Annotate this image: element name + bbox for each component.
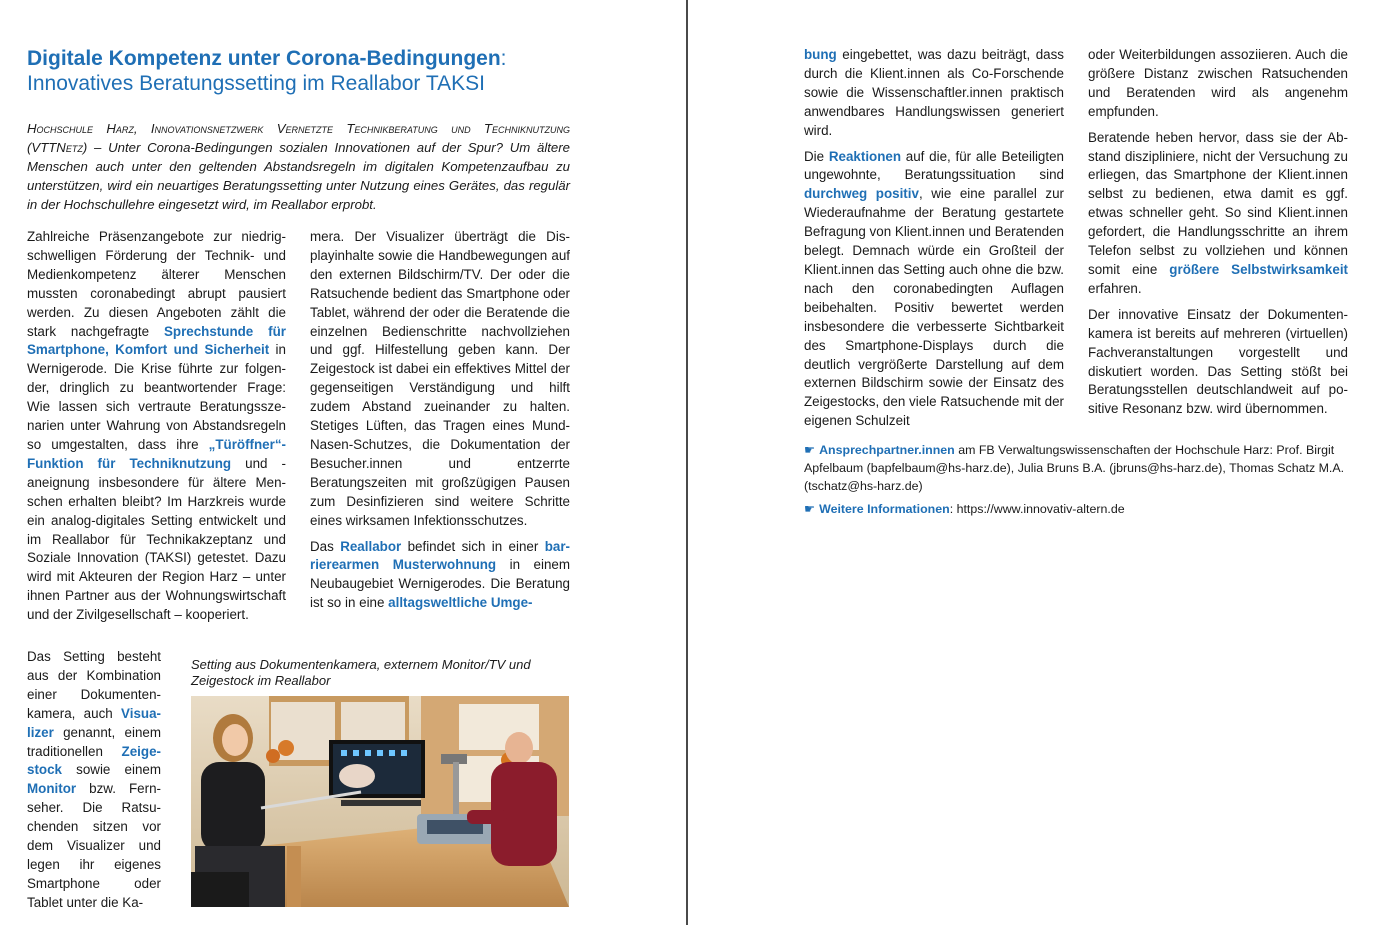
text-run: befindet sich in einer <box>401 538 545 554</box>
paragraph: Der innovative Einsatz der Dokumentenkamera ist bereits auf mehreren (virtuellen) Fachveranstaltungen vorgestellt und diskutiert worden. Das Setting stößt bei Beratungsstellen deutschlandweit auf positive Resonanz bzw. wird übernommen. <box>1088 306 1348 417</box>
highlight-selbstwirksamkeit: größere Selbstwirksamkeit <box>1169 261 1348 277</box>
pointing-hand-icon: ☛ <box>804 443 816 457</box>
text-run: eingebettet, was dazu beiträgt, dass durch die Klient.innen als Co-Forschende sowie die Wissenschaftler.innen praktisch anwendbares Handlungswissen generiert wird. <box>804 47 1064 138</box>
text-run: Die <box>804 148 829 164</box>
text-run: in einem Neubaugebiet Wernigerodes. Die Beratung ist so in eine <box>310 557 571 611</box>
text-run: Das <box>310 538 341 554</box>
highlight-visualizer: Visualizer <box>27 705 161 740</box>
highlight-monitor: Monitor <box>27 781 77 797</box>
text-run: und -aneignung insbesondere für ältere Menschen erhalten bleibt? Im Harzkreis wurde ein analog-digitales Setting entwickelt und im Reallabor für Technikakzeptanz und Soziale Innovation (TAKSI) getestet. Dazu wird mit Akteuren der Region Harz – unter ihnen Partner aus der Wohnungswirtschaft und der Zivilgesellschaft – kooperiert. <box>27 455 286 623</box>
text-column-4 <box>1088 46 1348 426</box>
highlight-reaktionen: Reaktionen <box>828 148 902 164</box>
highlight-durchweg-positiv: durchweg positiv <box>804 186 919 202</box>
text-run: Das Setting besteht aus der Kombination einer Dokumentenkamera, auch <box>27 649 161 721</box>
text-column-3 <box>804 46 1064 438</box>
contact-block <box>804 441 1348 523</box>
paragraph <box>804 46 1064 141</box>
paragraph: mera. Der Visualizer überträgt die Displayinhalte sowie die Handbewegungen auf den externen Bildschirm/TV. Der oder die Ratsuchende bedient das Smartphone oder Tablet, während der oder die Beratende die einzelnen Bedienschritte nachvollziehen und ggf. Hilfestellung geben kann. Der Zeigestock ist dabei ein effektives Mittel der gegenseitigen Verständigung und hilft zudem Abstand zueinander zu halten. Stetiges Lüften, das Tragen eines Mund-Nasen-Schutzes, die Dokumentation der Besucher.innen und entzerrte Beratungszeiten mit großzügigen Pausen zum Desinfizieren sind weitere Schritte eines wirksamen Infektionsschutzes. <box>310 229 570 528</box>
photo-caption: Setting aus Dokumentenkamera, externem Monitor/TV und Zeigestock im Reallabor <box>191 657 531 688</box>
paragraph <box>27 228 286 625</box>
text-column-2 <box>310 228 570 620</box>
text-run: in Wernigerode. Die Krise führte zur folgender, dringlich zu beantwortender Frage: Wie lassen sich vertraute Beratungsszenarien unter Wahrung von Abstandsregeln so umgestalten, dass ihre <box>27 342 286 452</box>
intro-text: – Unter Corona-Bedingungen sozialen Innovationen auf der Spur? Um ältere Menschen auch unter den geltenden Abstandsregeln im digitalen Kompetenzaufbau zu unterstützen, wird ein neuartiges Beratungssetting unter Nutzung eines Gerätes, das regulär in der Hochschullehre eingesetzt wird, im Reallabor erprobt. <box>27 140 570 212</box>
right-page <box>688 0 1379 925</box>
contact-label: Ansprechpartner.innen <box>819 443 955 457</box>
paragraph: oder Weiterbildungen assoziieren. Auch die größere Distanz zwischen Ratsuchenden und Beratenden wird als angenehm empfunden. <box>1088 47 1348 119</box>
title-main: Digitale Kompetenz unter Corona-Bedingungen <box>27 47 501 70</box>
highlight-reallabor: Reallabor <box>340 538 402 554</box>
more-info-link[interactable]: : https://www.innovativ-altern.de <box>949 502 1125 516</box>
text-column-1-lower <box>27 648 161 920</box>
more-info <box>804 500 1348 518</box>
intro-organization: Hochschule Harz, Innovationsnetzwerk Vernetzte Technikberatung und Techniknutzung (VTTNetz) <box>27 121 570 155</box>
photo-illustration <box>191 696 569 907</box>
text-run: bzw. Fernseher. Die Ratsuchenden sitzen vor dem Visualizer und legen ihr eigenes Smartphone oder Tablet unter die Ka- <box>27 781 161 910</box>
intro-paragraph <box>27 119 570 214</box>
more-info-label: Weitere Informationen <box>819 502 950 516</box>
text-run: , wie eine parallel zur Wiederaufnahme der Beratung gestartete Befragung von Klient.innen und Beratenden belegt. Demnach würde ein Großteil der Klient.innen das Setting auch ohne die bzw. nach den coronabedingten Auflagen beibehalten. Positiv bewertet werden insbesondere die verbesserte Sichtbarkeit des Smartphone-Displays durch die deutlich vergrößerte Darstellung auf dem externen Bildschirm sowie der Einsatz des Zeigestocks, den viele Ratsuchende mit der eigenen Schulzeit <box>804 186 1064 429</box>
highlight-musterwohnung: barrierearmen Musterwohnung <box>310 538 570 573</box>
text-column-1 <box>27 228 286 632</box>
text-run: erfahren. <box>1088 280 1142 296</box>
highlight-umgebung: alltagsweltliche Umge- <box>388 595 533 611</box>
text-run: genannt, einem traditionellen <box>27 724 161 759</box>
paragraph <box>804 148 1064 432</box>
pointing-hand-icon: ☛ <box>804 502 816 516</box>
title-colon: : <box>500 47 507 70</box>
paragraph <box>27 648 161 913</box>
reallabor-photo <box>191 696 569 907</box>
highlight-zeigestock: Zeigestock <box>27 743 161 778</box>
left-page <box>0 0 686 925</box>
contact-persons <box>804 441 1348 495</box>
text-run: Beratende heben hervor, dass sie der Abstand diszipliniere, nicht der Versuchung zu erliegen, das Smartphone der Klient.innen selbst zu bedienen, etwa damit es ggf. etwas schneller geht. So sind Klient.innen gefordert, die Handlungsschritte an ihrem Telefon selbst zu vollziehen und können somit eine <box>1088 129 1348 277</box>
paragraph <box>310 538 570 614</box>
highlight-sprechstunde: Sprechstunde für Smartphone, Komfort und Sicherheit <box>27 323 286 358</box>
contact-text: am FB Verwaltungswissenschaften der Hochschule Harz: Prof. Birgit Apfelbaum (bapfelbaum@hs-harz.de), Julia Bruns B.A. (jbruns@hs-harz.de), Thomas Schatz M.A. (tschatz@hs-harz.de) <box>804 443 1345 493</box>
text-run: auf die, für alle Beteiligten ungewohnte, Beratungssituation sind <box>804 148 1064 183</box>
highlight-umgebung-cont: bung <box>804 47 837 62</box>
highlight-tueroeffner: „Türöffner“-Funktion für Techniknutzung <box>27 436 286 471</box>
article-title <box>27 46 587 96</box>
paragraph <box>1088 129 1348 299</box>
text-run: sowie einem <box>61 762 161 778</box>
text-run: Zahlreiche Präsenzangebote zur niedrigschwelligen Förderung der Technik- und Medienkompetenz älterer Menschen mussten coronabedingt abrupt pausiert werden. Zu diesen Angeboten zählt die stark nachgefragte <box>27 229 286 339</box>
title-subtitle: Innovatives Beratungssetting im Reallabor TAKSI <box>27 72 485 95</box>
